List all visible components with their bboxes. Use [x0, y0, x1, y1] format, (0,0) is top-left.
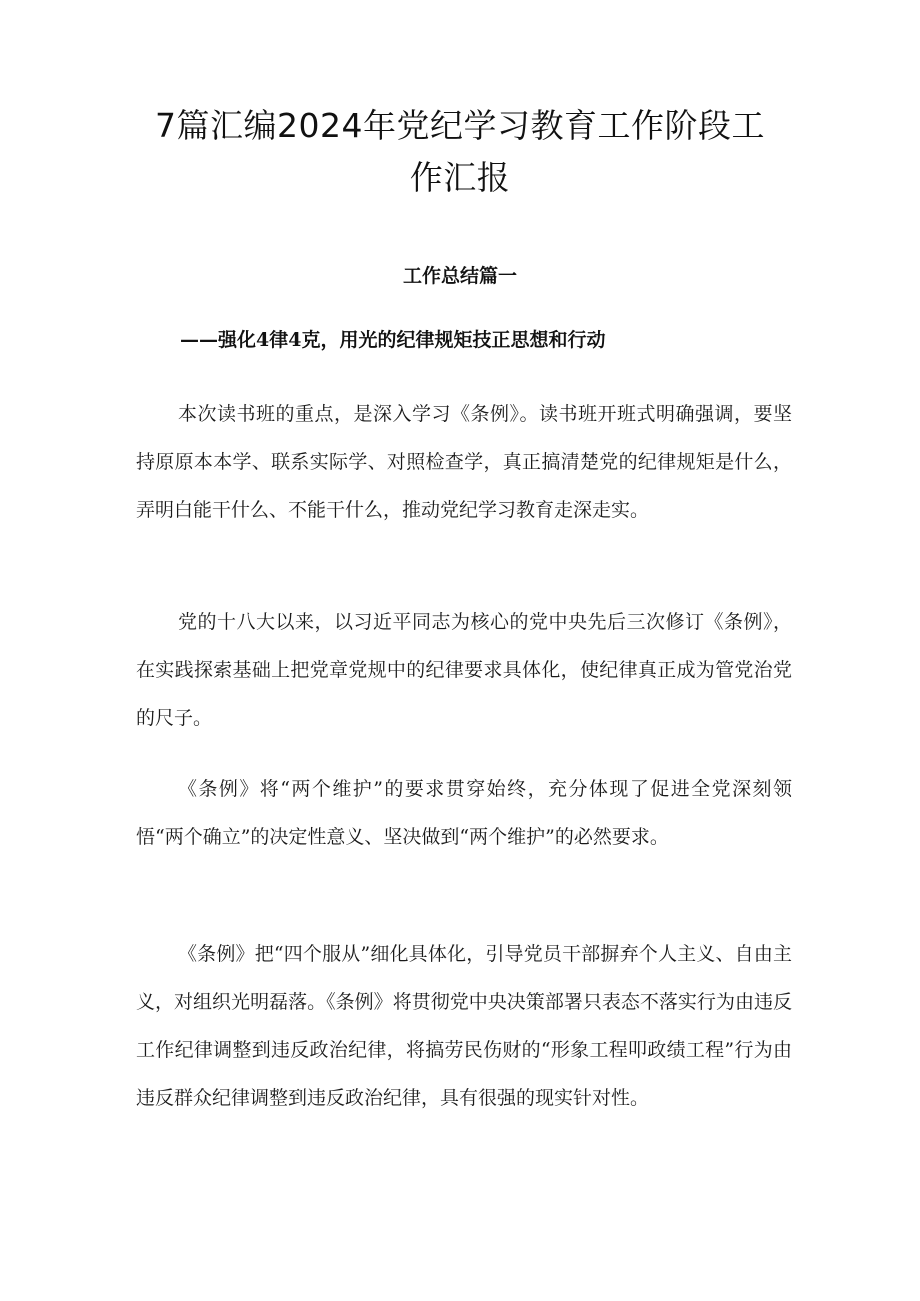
body-paragraph-4: 《条例》把“四个服从”细化具体化，引导党员干部摒弃个人主义、自由主义，对组织光明磊落。《条例》将贯彻党中央决策部署只表态不落实行为由违反工作纪律调整到违反政治纪律，将搞劳民伤财的“形象工程叩政绩工程”行为由违反群众纪律调整到违反政治纪律，具有很强的现实针对性。	[136, 943, 792, 1109]
body-paragraph-2: 党的十八大以来，以习近平同志为核心的党中央先后三次修订《条例》，在实践探索基础上把党章党规中的纪律要求具体化，使纪律真正成为管党治党的尺子。	[136, 611, 792, 729]
section-heading: 工作总结篇一	[402, 265, 517, 287]
section-subtitle: ——强化4律4克，用光的纪律规矩技正思想和行动	[180, 329, 606, 351]
body-paragraph-3: 《条例》将“两个维护”的要求贯穿始终，充分体现了促进全党深刻领悟“两个确立”的决定性意义、坚决做到“两个维护”的必然要求。	[136, 778, 792, 848]
body-paragraph-1: 本次读书班的重点，是深入学习《条例》。读书班开班式明确强调，要坚持原原本本学、联系实际学、对照检查学，真正搞清楚党的纪律规矩是什么，弄明白能干什么、不能干什么，推动党纪学习教育走深走实。	[136, 403, 792, 521]
document-title: 7篇汇编2024年党纪学习教育工作阶段工作汇报	[155, 106, 765, 197]
